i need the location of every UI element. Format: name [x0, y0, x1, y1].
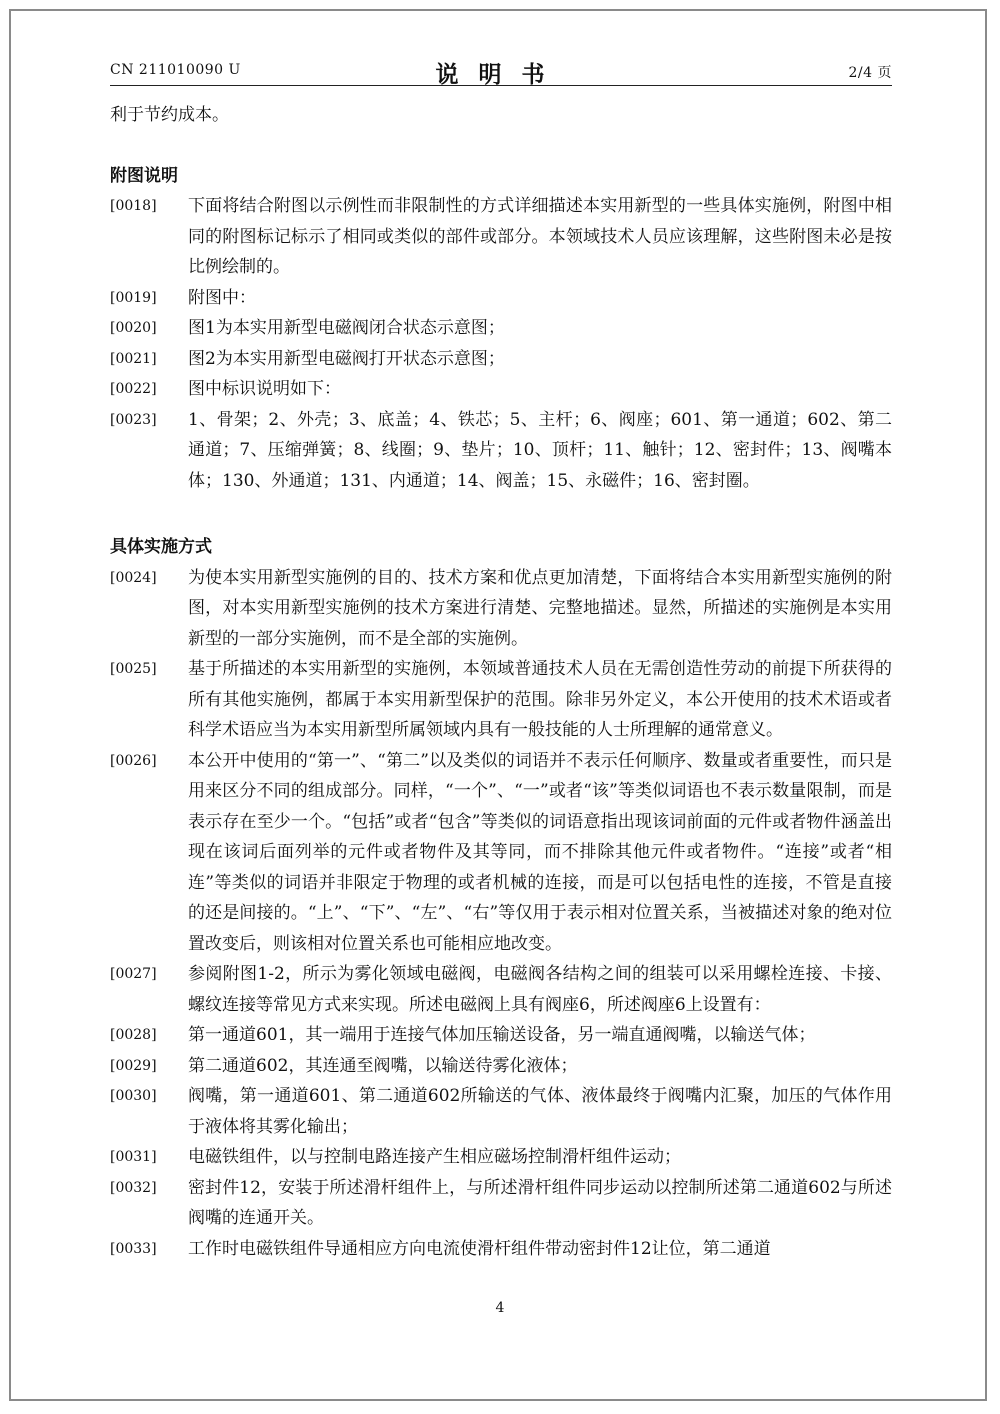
paragraph-number: [0027] [110, 966, 157, 982]
paragraph-0018 [110, 191, 892, 283]
paragraph-text: 密封件12，安装于所述滑杆组件上，与所述滑杆组件同步运动以控制所述第二通道602与所述阀嘴的连通开关。 [188, 1177, 892, 1228]
paragraph-text: 为使本实用新型实施例的目的、技术方案和优点更加清楚，下面将结合本实用新型实施例的附图，对本实用新型实施例的技术方案进行清楚、完整地描述。显然，所描述的实施例是本实用新型的一部分实施例，而不是全部的实施例。 [188, 567, 892, 649]
paragraph-number: [0026] [110, 752, 157, 769]
paragraph-text: 1、骨架；2、外壳；3、底盖；4、铁芯；5、主杆；6、阀座；601、第一通道；602、第二通道；7、压缩弹簧；8、线圈；9、垫片；10、顶杆；11、触针；12、密封件；13、阀嘴本体；130、外通道；131、内通道；14、阀盖；15、永磁件；16、密封圈。 [188, 409, 892, 491]
paragraph-text: 工作时电磁铁组件导通相应方向电流使滑杆组件带动密封件12让位，第二通道 [188, 1238, 771, 1259]
paragraph-0020 [110, 313, 892, 344]
paragraph-text: 本公开中使用的“第一”、“第二”以及类似的词语并不表示任何顺序、数量或者重要性，而只是用来区分不同的组成部分。同样，“一个”、“一”或者“该”等类似词语也不表示数量限制，而是表示存在至少一个。“包括”或者“包含”等类似的词语意指出现该词前面的元件或者物件涵盖出现在该词后面列举的元件或者物件及其等同，而不排除其他元件或者物件。“连接”或者“相连”等类似的词语并非限定于物理的或者机械的连接，而是可以包括电性的连接，不管是直接的还是间接的。“上”、“下”、“左”、“右”等仅用于表示相对位置关系，当被描述对象的绝对位置改变后，则该相对位置关系也可能相应地改变。 [188, 750, 892, 954]
paragraph-0033 [110, 1234, 892, 1265]
paragraph-number: [0030] [110, 1088, 157, 1104]
paragraph-text: 电磁铁组件，以与控制电路连接产生相应磁场控制滑杆组件运动； [188, 1147, 681, 1167]
paragraph-0019 [110, 283, 892, 314]
paragraph-0027 [110, 959, 892, 1020]
paragraph-text: 附图中： [188, 287, 256, 308]
paragraph-number: [0022] [110, 381, 157, 397]
paragraph-number: [0023] [110, 411, 157, 428]
header-rule [110, 85, 892, 86]
paragraph-text: 下面将结合附图以示例性而非限制性的方式详细描述本实用新型的一些具体实施例，附图中相同的附图标记标示了相同或类似的部件或部分。本领域技术人员应该理解，这些附图未必是按比例绘制的。 [188, 196, 892, 277]
paragraph-number: [0019] [110, 289, 157, 306]
publication-number: CN 211010090 U [110, 62, 241, 78]
paragraph-0025 [110, 654, 892, 746]
paragraph-0021 [110, 344, 892, 375]
paragraph-text: 参阅附图1-2，所示为雾化领域电磁阀，电磁阀各结构之间的组装可以采用螺栓连接、卡接、螺纹连接等常见方式来实现。所述电磁阀上具有阀座6，所述阀座6上设置有： [188, 964, 892, 1015]
paragraph-text: 第一通道601，其一端用于连接气体加压输送设备，另一端直通阀嘴，以输送气体； [188, 1025, 816, 1045]
paragraph-number: [0024] [110, 569, 157, 586]
section-title-drawings: 附图说明 [110, 165, 178, 186]
paragraph-number: [0031] [110, 1149, 157, 1165]
document-body [110, 100, 892, 1264]
section-title-embodiments: 具体实施方式 [110, 537, 212, 557]
paragraph-number: [0032] [110, 1179, 157, 1196]
paragraph-0032 [110, 1173, 892, 1234]
paragraph-text: 图1为本实用新型电磁阀闭合状态示意图； [188, 318, 505, 338]
paragraph-0031 [110, 1142, 892, 1173]
paragraph-text: 基于所描述的本实用新型的实施例，本领域普通技术人员在无需创造性劳动的前提下所获得的所有其他实施例，都属于本实用新型保护的范围。除非另外定义，本公开使用的技术术语或者科学术语应当为本实用新型所属领域内具有一般技能的人士所理解的通常意义。 [188, 659, 892, 740]
page-indicator: 2/4 页 [848, 65, 892, 81]
paragraph-0026 [110, 746, 892, 960]
paragraph-0022 [110, 374, 892, 405]
paragraph-0030 [110, 1081, 892, 1142]
paragraph-0024 [110, 563, 892, 655]
paragraph-text: 阀嘴，第一通道601、第二通道602所输送的气体、液体最终于阀嘴内汇聚，加压的气体作用于液体将其雾化输出； [188, 1086, 892, 1137]
page-number: 4 [495, 1300, 505, 1316]
paragraph-number: [0018] [110, 198, 157, 214]
paragraph-number: [0025] [110, 661, 157, 677]
paragraph-text: 图中标识说明如下： [188, 379, 341, 399]
paragraph-number: [0020] [110, 320, 157, 336]
paragraph-number: [0033] [110, 1240, 157, 1257]
paragraph-text: 第二通道602，其连通至阀嘴，以输送待雾化液体； [188, 1055, 578, 1076]
paragraph-number: [0021] [110, 350, 157, 367]
paragraph-text: 图2为本实用新型电磁阀打开状态示意图； [188, 348, 505, 369]
intro-line: 利于节约成本。 [110, 105, 229, 125]
paragraph-0023 [110, 405, 892, 497]
paragraph-number: [0028] [110, 1027, 157, 1043]
paragraph-number: [0029] [110, 1057, 157, 1074]
document-title: 说明书 [435, 62, 565, 88]
paragraph-0029 [110, 1051, 892, 1082]
paragraph-0028 [110, 1020, 892, 1051]
